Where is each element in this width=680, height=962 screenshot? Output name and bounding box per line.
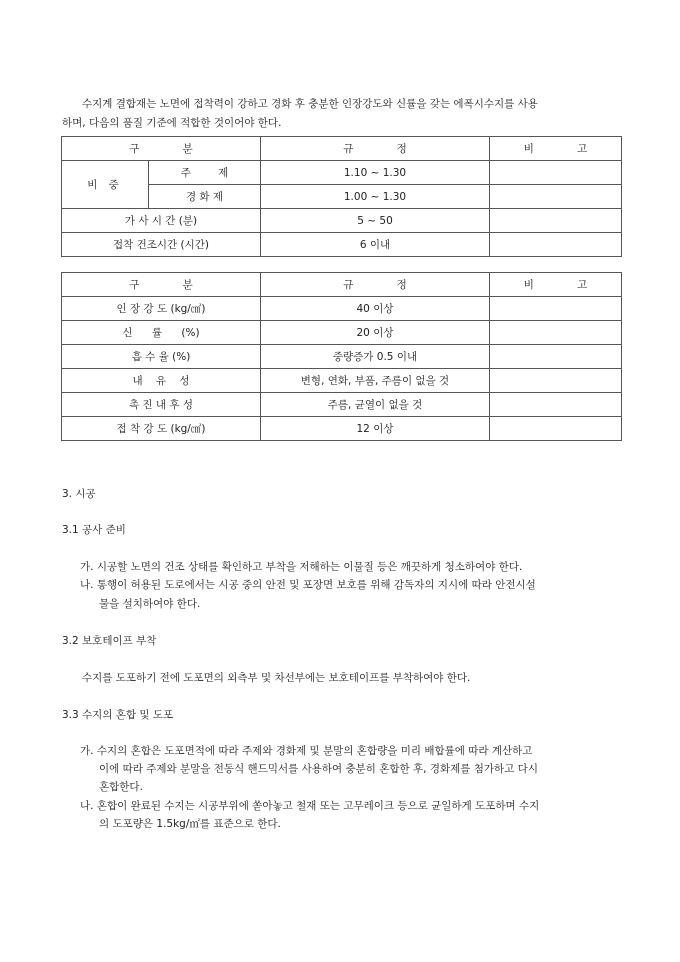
table-row [62,369,622,393]
paragraph-line: 의 도포량은 1.5kg/㎡를 표준으로 한다. [99,818,281,830]
header-note: 비 고 [490,137,622,161]
table-header-row [62,137,622,161]
row-label: 촉 진 내 후 성 [62,393,261,417]
table-row [62,233,622,257]
row-note [490,417,622,441]
paragraph-line: 가. 수지의 혼합은 도포면적에 따라 주제와 경화제 및 분말의 혼합량을 미리 배합률에 따라 계산하고 [80,745,533,757]
group-label-specific-gravity: 비 중 [62,161,149,209]
table-row [62,209,622,233]
header-category: 구 분 [62,137,261,161]
row-label: 신 률 (%) [62,321,261,345]
subsection-heading: 3.2 보호테이프 부착 [62,635,157,647]
row-note [490,345,622,369]
row-label: 가 사 시 간 (분) [62,209,261,233]
paragraph-line: 수지를 도포하기 전에 도포면의 외측부 및 차선부에는 보호테이프를 부착하여야 한다. [82,672,471,684]
section-heading: 3. 시공 [62,488,96,500]
table-row [62,297,622,321]
spec-table-2 [61,272,622,441]
row-label: 내 유 성 [62,369,261,393]
row-note [490,297,622,321]
spec-table-1 [61,136,622,257]
row-note [490,369,622,393]
row-note [490,393,622,417]
row-value: 20 이상 [261,321,490,345]
row-value: 1.10 ~ 1.30 [261,161,490,185]
row-value: 변형, 연화, 부품, 주름이 없을 것 [261,369,490,393]
row-label: 경 화 제 [149,185,261,209]
paragraph-line: 혼합한다. [99,781,143,793]
row-value: 6 이내 [261,233,490,257]
row-value: 40 이상 [261,297,490,321]
row-note [490,185,622,209]
row-value: 5 ~ 50 [261,209,490,233]
header-category: 구 분 [62,273,261,297]
row-label: 주 제 [149,161,261,185]
table-row [62,417,622,441]
row-note [490,209,622,233]
row-value: 주름, 균열이 없을 것 [261,393,490,417]
header-spec: 규 정 [261,273,490,297]
header-spec: 규 정 [261,137,490,161]
intro-line-1: 수지계 결합재는 노면에 접착력이 강하고 경화 후 충분한 인장강도와 신률을 갖는 에폭시수지를 사용 [82,98,538,110]
row-label: 인 장 강 도 (kg/㎠) [62,297,261,321]
row-note [490,321,622,345]
row-value: 중량증가 0.5 이내 [261,345,490,369]
row-note [490,233,622,257]
header-note: 비 고 [490,273,622,297]
row-note [490,161,622,185]
subsection-heading: 3.3 수지의 혼합 및 도포 [62,709,174,721]
row-label: 접착 건조시간 (시간) [62,233,261,257]
table-header-row [62,273,622,297]
paragraph-line: 나. 혼합이 완료된 수지는 시공부위에 쏟아놓고 철재 또는 고무레이크 등으로 균일하게 도포하며 수지 [80,800,540,812]
row-label: 접 착 강 도 (kg/㎠) [62,417,261,441]
table-row [62,345,622,369]
subsection-heading: 3.1 공사 준비 [62,524,126,536]
row-value: 12 이상 [261,417,490,441]
table-row [62,393,622,417]
paragraph-line: 가. 시공할 노면의 건조 상태를 확인하고 부착을 저해하는 이물질 등은 깨끗하게 청소하여야 한다. [80,561,523,573]
paragraph-line: 이에 따라 주제와 분말을 전동식 핸드믹서를 사용하여 충분히 혼합한 후, 경화제를 첨가하고 다시 [99,763,538,775]
table-row [62,161,622,185]
paragraph-line: 나. 통행이 허용된 도로에서는 시공 중의 안전 및 포장면 보호를 위해 감독자의 지시에 따라 안전시설 [80,579,536,591]
row-label: 흡 수 율 (%) [62,345,261,369]
intro-line-2: 하며, 다음의 품질 기준에 적합한 것이어야 한다. [62,117,282,129]
table-row [62,321,622,345]
paragraph-line: 물을 설치하여야 한다. [99,598,201,610]
row-value: 1.00 ~ 1.30 [261,185,490,209]
